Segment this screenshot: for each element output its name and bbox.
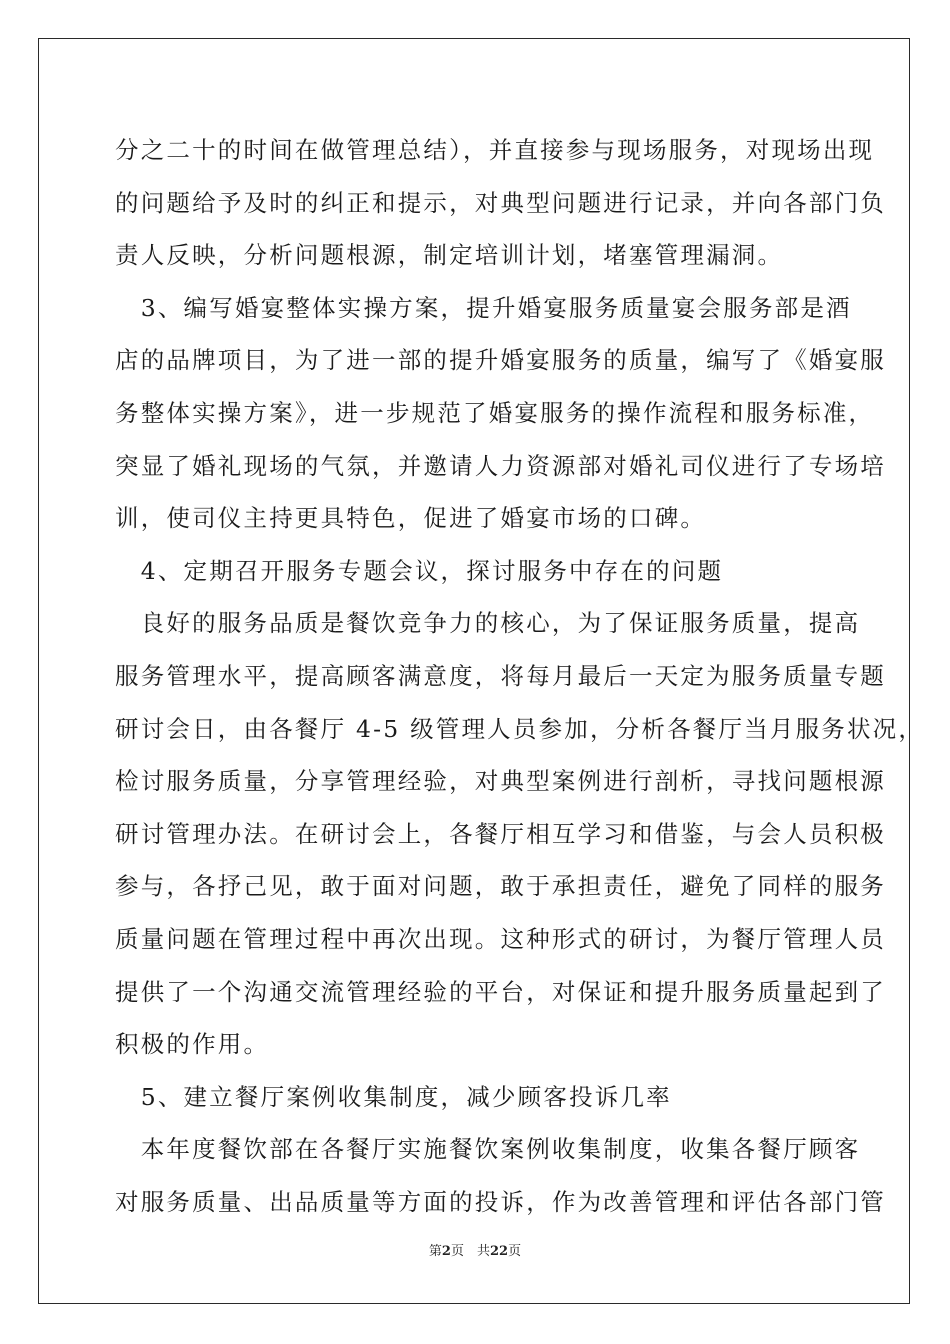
text-line: 对服务质量、出品质量等方面的投诉，作为改善管理和评估各部门管: [115, 1187, 886, 1216]
text-line: 研讨会日，由各餐厅 4-5 级管理人员参加，分析各餐厅当月服务状况，: [115, 714, 925, 743]
text-line: 质量问题在管理过程中再次出现。这种形式的研讨，为餐厅管理人员: [115, 924, 886, 953]
total-page-number: 22: [489, 1244, 509, 1259]
document-body: [115, 124, 925, 1228]
page-footer: [0, 1240, 950, 1259]
footer-prefix: 第: [428, 1244, 442, 1259]
text-line: 分之二十的时间在做管理总结），并直接参与现场服务，对现场出现: [115, 136, 875, 164]
text-line: 检讨服务质量，分享管理经验，对典型案例进行剖析，寻找问题根源: [115, 767, 886, 796]
text-line: 的问题给予及时的纠正和提示，对典型问题进行记录，并向各部门负: [115, 188, 886, 217]
current-page-number: 2: [441, 1244, 451, 1259]
text-line: 训，使司仪主持更具特色，促进了婚宴市场的口碑。: [115, 504, 707, 533]
section-heading-3: 3、编写婚宴整体实操方案，提升婚宴服务质量宴会服务部是酒: [115, 293, 852, 322]
footer-suffix: 页: [508, 1244, 522, 1259]
text-line: 务整体实操方案》，进一步规范了婚宴服务的操作流程和服务标准，: [115, 398, 875, 427]
text-line: 服务管理水平，提高顾客满意度，将每月最后一天定为服务质量专题: [115, 661, 886, 690]
section-heading-5: 5、建立餐厅案例收集制度，减少顾客投诉几率: [115, 1082, 672, 1111]
text-line: 店的品牌项目，为了进一部的提升婚宴服务的质量，编写了《婚宴服: [115, 346, 886, 375]
text-line: 积极的作用。: [115, 1030, 270, 1059]
footer-mid: 页 共: [450, 1244, 490, 1259]
paragraph-start: 本年度餐饮部在各餐厅实施餐饮案例收集制度，收集各餐厅顾客: [115, 1135, 861, 1164]
text-line: 研讨管理办法。在研讨会上，各餐厅相互学习和借鉴，与会人员积极: [115, 819, 886, 848]
section-heading-4: 4、定期召开服务专题会议，探讨服务中存在的问题: [115, 556, 724, 585]
text-line: 责人反映，分析问题根源，制定培训计划，堵塞管理漏洞。: [115, 241, 784, 270]
text-line: 突显了婚礼现场的气氛，并邀请人力资源部对婚礼司仪进行了专场培: [115, 451, 886, 480]
text-line: 提供了一个沟通交流管理经验的平台，对保证和提升服务质量起到了: [115, 977, 886, 1006]
paragraph-start: 良好的服务品质是餐饮竞争力的核心，为了保证服务质量，提高: [115, 609, 861, 638]
text-line: 参与，各抒己见，敢于面对问题，敢于承担责任，避免了同样的服务: [115, 872, 886, 901]
